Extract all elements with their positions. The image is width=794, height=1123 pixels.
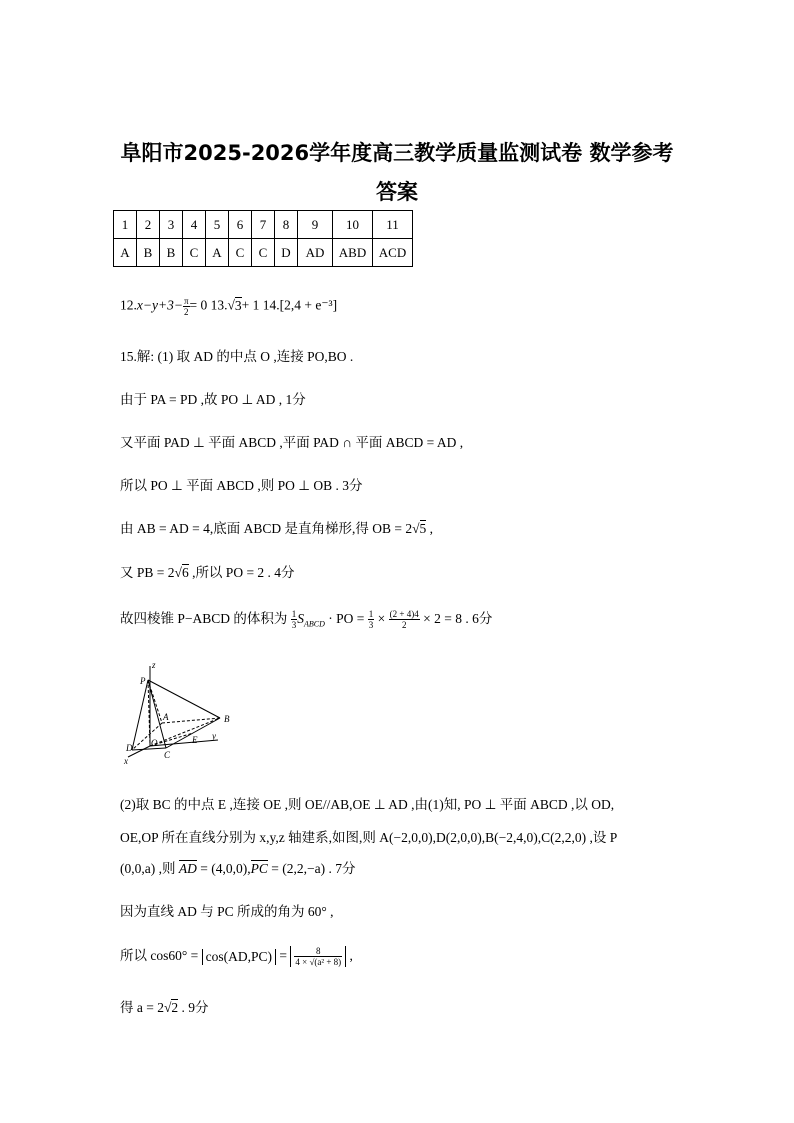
table-cell: 5 [206, 211, 229, 239]
label-B: B [224, 714, 230, 724]
sqrt-icon: √ [174, 565, 182, 580]
fraction-denominator: 2 [183, 307, 189, 317]
table-cell: 1 [114, 211, 137, 239]
table-cell: 11 [373, 211, 413, 239]
page-title: 阜阳市2025-2026学年度高三教学质量监测试卷 数学参考 [120, 141, 674, 165]
fraction-numerator: 1 [368, 609, 374, 620]
label-A: A [163, 712, 169, 722]
vector-AD: AD [178, 861, 197, 876]
label-C: C [164, 750, 171, 760]
edge-PB [148, 680, 220, 718]
q14-label: 14. [262, 297, 280, 313]
solution-line-4: 所以 PO ⊥ 平面 ABCD ,则 PO ⊥ OB . 3分 [120, 478, 363, 493]
fraction [389, 609, 420, 630]
vector-PC: PC [250, 861, 268, 876]
solution-line-2: 由于 PA = PD ,故 PO ⊥ AD , 1分 [120, 392, 306, 407]
table-cell: 6 [229, 211, 252, 239]
text-run: 又 PB = 2 [120, 565, 175, 580]
text-run: . 9分 [178, 1000, 209, 1015]
table-cell: 7 [252, 211, 275, 239]
table-cell: B [137, 239, 160, 267]
solution-line-1: 15.解: (1) 取 AD 的中点 O ,连接 PO,BO . [120, 349, 354, 364]
label-D: D [126, 743, 133, 753]
solution-line-7 [120, 607, 492, 630]
text-run: = (4,0,0), [196, 861, 251, 876]
table-cell: 4 [183, 211, 206, 239]
table-cell: A [206, 239, 229, 267]
solution-line-11: 因为直线 AD 与 PC 所成的角为 60° , [120, 904, 334, 919]
table-cell: A [114, 239, 137, 267]
q12-equals: = 0 [189, 297, 208, 313]
text-run: 得 a = 2 [120, 1000, 164, 1015]
table-cell: B [160, 239, 183, 267]
fraction-denominator: 4 × √(a² + 8) [295, 957, 342, 968]
answer-table [113, 210, 413, 267]
pyramid-figure [118, 660, 243, 765]
text-run: ,所以 PO = 2 . 4分 [188, 565, 295, 580]
answer-table-answers-row [114, 239, 413, 267]
table-cell: 9 [298, 211, 333, 239]
abs-cos: cos(AD,PC) [202, 949, 276, 965]
table-cell: D [275, 239, 298, 267]
edge-AD [132, 723, 162, 750]
text-run: 由 AB = AD = 4,底面 ABCD 是直角梯形,得 OB = 2 [120, 521, 413, 536]
text-run: , [346, 948, 353, 963]
table-cell: 2 [137, 211, 160, 239]
q13-rest: + 1 [241, 297, 260, 313]
edge-AB [162, 718, 220, 723]
label-P: P [140, 676, 146, 686]
fraction-numerator: (2 + 4)4 [389, 609, 419, 620]
fraction-numerator: π [183, 296, 189, 306]
label-x: x [124, 756, 128, 765]
text-run: 故四棱锥 P−ABCD 的体积为 [120, 611, 291, 626]
text-run: · PO = [324, 611, 368, 626]
sqrt-icon: √ [412, 521, 420, 536]
solution-line-5 [120, 517, 433, 537]
table-cell: ACD [373, 239, 413, 267]
q14-expression: [2,4 + e⁻³] [279, 297, 338, 313]
table-cell: C [229, 239, 252, 267]
text-run: = (2,2,−a) . 7分 [267, 861, 356, 876]
text-run: , [426, 521, 434, 536]
page-title-continued: 答案 [376, 180, 418, 204]
table-cell: C [252, 239, 275, 267]
radicand: 5 [419, 521, 427, 536]
fraction-denominator: 3 [368, 620, 374, 631]
fraction-numerator: 8 [294, 946, 342, 957]
label-O: O [151, 738, 158, 748]
solution-line-10 [120, 857, 355, 877]
table-cell: C [183, 239, 206, 267]
solution-line-3: 又平面 PAD ⊥ 平面 ABCD ,平面 PAD ∩ 平面 ABCD = AD , [120, 435, 464, 450]
text-run: × [374, 611, 389, 626]
subscript: ABCD [304, 619, 325, 629]
solution-line-8: (2)取 BC 的中点 E ,连接 OE ,则 OE//AB,OE ⊥ AD ,由(1)知, PO ⊥ 平面 ABCD ,以 OD, [120, 797, 615, 812]
solution-line-13 [120, 996, 209, 1016]
table-cell: 8 [275, 211, 298, 239]
solution-line-6 [120, 561, 295, 581]
edge-PD [132, 680, 148, 750]
table-cell: 3 [160, 211, 183, 239]
fraction-denominator: 3 [291, 620, 297, 631]
label-z: z [152, 660, 156, 670]
text-run: (0,0,a) ,则 [120, 861, 179, 876]
text-run: S [297, 611, 305, 626]
q13-radicand: 3 [234, 297, 242, 313]
q12-label: 12. [120, 297, 137, 313]
solution-line-12 [120, 944, 353, 967]
text-run: × 2 = 8 . 6分 [419, 611, 493, 626]
q12-expression: x−y+3− [136, 297, 183, 313]
table-cell: 10 [333, 211, 373, 239]
q13-label: 13. [210, 297, 228, 313]
radicand: 6 [181, 565, 189, 580]
radicand: 2 [171, 1000, 179, 1015]
fraction-denominator: 2 [401, 620, 407, 631]
edge-DC [132, 748, 166, 750]
solution-line-9: OE,OP 所在直线分别为 x,y,z 轴建系,如图,则 A(−2,0,0),D(2,0,0),B(−2,4,0),C(2,2,0) ,设 P [120, 830, 618, 845]
fraction-numerator: 1 [291, 609, 297, 620]
label-y: y [212, 731, 216, 741]
abs-fraction [290, 946, 346, 967]
edge-OB [150, 718, 220, 746]
fill-in-answers [120, 296, 337, 317]
table-cell: AD [298, 239, 333, 267]
sqrt-icon: √ [227, 297, 235, 313]
answer-table-numbers-row [114, 211, 413, 239]
fraction [294, 946, 342, 967]
label-E: E [192, 735, 198, 745]
text-run: = [276, 948, 291, 963]
table-cell: ABD [333, 239, 373, 267]
text-run: 所以 cos60° = [120, 948, 202, 963]
sqrt-icon: √ [163, 1000, 172, 1015]
